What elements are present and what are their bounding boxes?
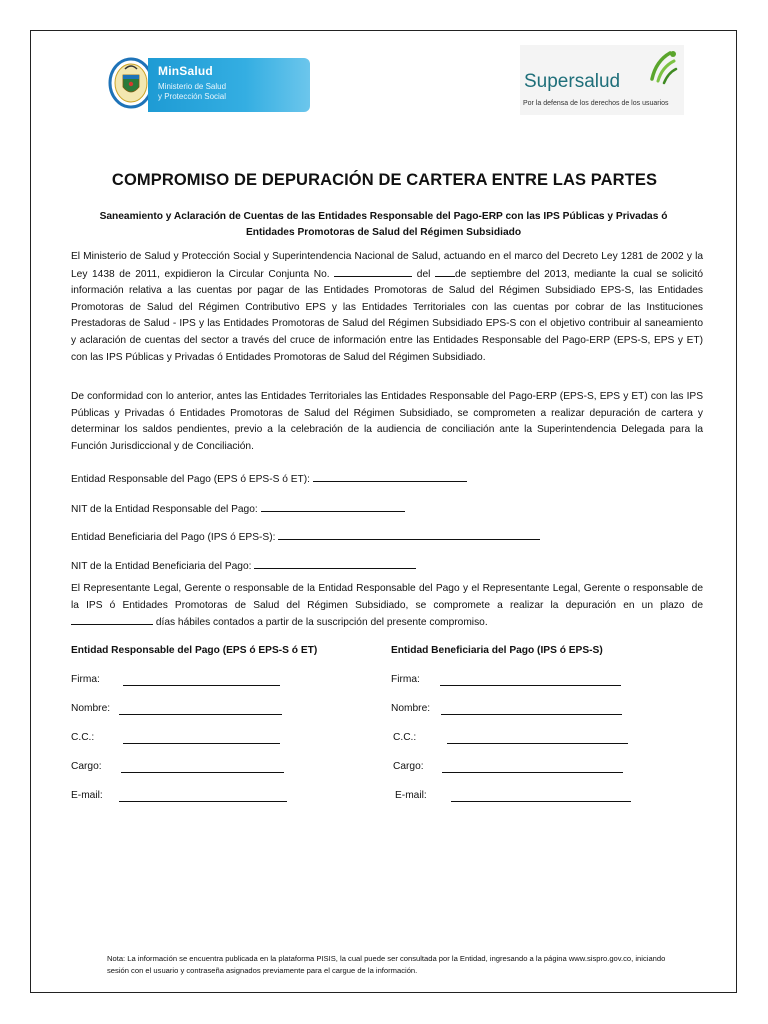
minsalud-logo	[106, 55, 311, 115]
field-entidad-responsable	[71, 471, 467, 485]
left-nombre-label: Nombre:	[71, 703, 111, 714]
left-email-label: E-mail:	[71, 790, 103, 801]
nit-responsable-blank[interactable]	[261, 501, 405, 512]
paragraph-commitment-part2: días hábiles contados a partir de la suscripción del presente compromiso.	[153, 617, 488, 629]
paragraph-intro-part1: El Ministerio de Salud y Protección Social y Superintendencia Nacional de Salud, actuando en el marco del Decreto Ley 1281 de 2002 y la Ley 1438 de 2011, expidieron la Circular Conjunta No.	[71, 251, 703, 280]
left-cargo-label: Cargo:	[71, 761, 102, 772]
left-email-line[interactable]	[119, 801, 287, 802]
field-nit-beneficiaria-label: NIT de la Entidad Beneficiaria del Pago:	[71, 561, 255, 572]
document-title: COMPROMISO DE DEPURACIÓN DE CARTERA ENTRE LAS PARTES	[111, 171, 658, 189]
right-nombre-label: Nombre:	[391, 703, 431, 714]
circular-number-blank[interactable]	[334, 266, 412, 277]
footer-note: Nota: La información se encuentra publicada en la plataforma PISIS, la cual puede ser consultada por la Entidad, ingresando a la página www.sispro.gov.co, iniciando sesión con el usuario y contraseña asignados previamente para el cargue de la información.	[107, 954, 666, 975]
right-cc-line[interactable]	[447, 743, 628, 744]
entidad-responsable-blank[interactable]	[313, 471, 467, 482]
field-entidad-beneficiaria	[71, 529, 540, 543]
right-cargo-label: Cargo:	[393, 761, 424, 772]
signature-left-heading: Entidad Responsable del Pago (EPS ó EPS-S ó ET)	[71, 645, 318, 656]
right-email-line[interactable]	[451, 801, 631, 802]
paragraph-intro-part3: de septiembre del 2013, mediante la cual se solicitó información relativa a las cuentas por pagar de las Entidades Promotoras de Salud del Régimen Subsidiado EPS-S, las Entidades Promotoras de Salud del Régimen Contributivo EPS y las Entidades Territoriales con las cuentas por cobrar de las Instituciones Prestadoras de Salud - IPS y las Entidades Promotoras de Salud del Régimen Subsidiado EPS-S con el objetivo contribuir al saneamiento y aclaración de cuentas del sector a través del cruce de información entre las Entidades Responsable del Pago-ERP (EPS-S, EPS y ET) con las IPS Públicas y Privadas ó Entidades Promotoras de Salud del Régimen Subsidiado.	[71, 268, 703, 363]
nit-beneficiaria-blank[interactable]	[254, 558, 416, 569]
right-email-label: E-mail:	[395, 790, 427, 801]
paragraph-intro-part2: del	[412, 268, 435, 280]
minsalud-subtitle	[158, 82, 226, 102]
minsalud-name: MinSalud	[158, 64, 213, 78]
field-nit-responsable-label: NIT de la Entidad Responsable del Pago:	[71, 504, 261, 515]
left-firma-line[interactable]	[123, 685, 280, 686]
paragraph-conformity: De conformidad con lo anterior, antes las Entidades Territoriales las Entidades Responsable del Pago-ERP (EPS-S, EPS y ET) con las IPS Públicas y Privadas ó Entidades Promotoras de Salud del Régimen Subsidiado, se comprometen a realizar depuración de cartera y determinar los saldos pendientes, previo a la celebración de la audiencia de conciliación ante la Superintendencia Delegada para la Función Jurisdiccional y de Conciliación.	[71, 391, 703, 452]
supersalud-logo	[520, 45, 684, 115]
minsalud-subtitle-line1: Ministerio de Salud	[158, 82, 227, 91]
field-nit-responsable	[71, 501, 405, 515]
field-nit-beneficiaria	[71, 558, 416, 572]
right-cc-label: C.C.:	[393, 732, 417, 743]
entidad-beneficiaria-blank[interactable]	[278, 529, 540, 540]
right-nombre-line[interactable]	[441, 714, 622, 715]
circular-day-blank[interactable]	[435, 266, 455, 277]
supersalud-tagline: Por la defensa de los derechos de los usuarios	[523, 100, 669, 107]
supersalud-name: Supersalud	[524, 71, 621, 92]
minsalud-band	[148, 58, 310, 112]
minsalud-subtitle-line2: y Protección Social	[158, 92, 227, 101]
paragraph-intro	[71, 249, 703, 366]
paragraph-commitment	[71, 581, 703, 632]
field-entidad-responsable-label: Entidad Responsable del Pago (EPS ó EPS-S ó ET):	[71, 474, 313, 485]
left-cargo-line[interactable]	[121, 772, 284, 773]
left-firma-label: Firma:	[71, 674, 100, 685]
paragraph-commitment-part1: El Representante Legal, Gerente o responsable de la Entidad Responsable del Pago y el Representante Legal, Gerente o responsable de la IPS ó Entidades Promotoras de Salud del Régimen Subsidiado, se compromete a realizar la depuración en un plazo de	[71, 583, 703, 611]
document-subtitle: Saneamiento y Aclaración de Cuentas de las Entidades Responsable del Pago-ERP con las IPS Públicas y Privadas ó Entidades Promotoras de Salud del Régimen Subsidiado	[99, 211, 668, 238]
plazo-days-blank[interactable]	[71, 614, 153, 625]
document-page	[30, 30, 737, 993]
right-cargo-line[interactable]	[442, 772, 623, 773]
left-cc-label: C.C.:	[71, 732, 95, 743]
supersalud-leaf-icon	[646, 49, 680, 89]
left-cc-line[interactable]	[123, 743, 280, 744]
right-firma-line[interactable]	[440, 685, 621, 686]
right-firma-label: Firma:	[391, 674, 420, 685]
left-nombre-line[interactable]	[119, 714, 282, 715]
signature-right-heading: Entidad Beneficiaria del Pago (IPS ó EPS-S)	[391, 645, 603, 656]
field-entidad-beneficiaria-label: Entidad Beneficiaria del Pago (IPS ó EPS-S):	[71, 532, 279, 543]
